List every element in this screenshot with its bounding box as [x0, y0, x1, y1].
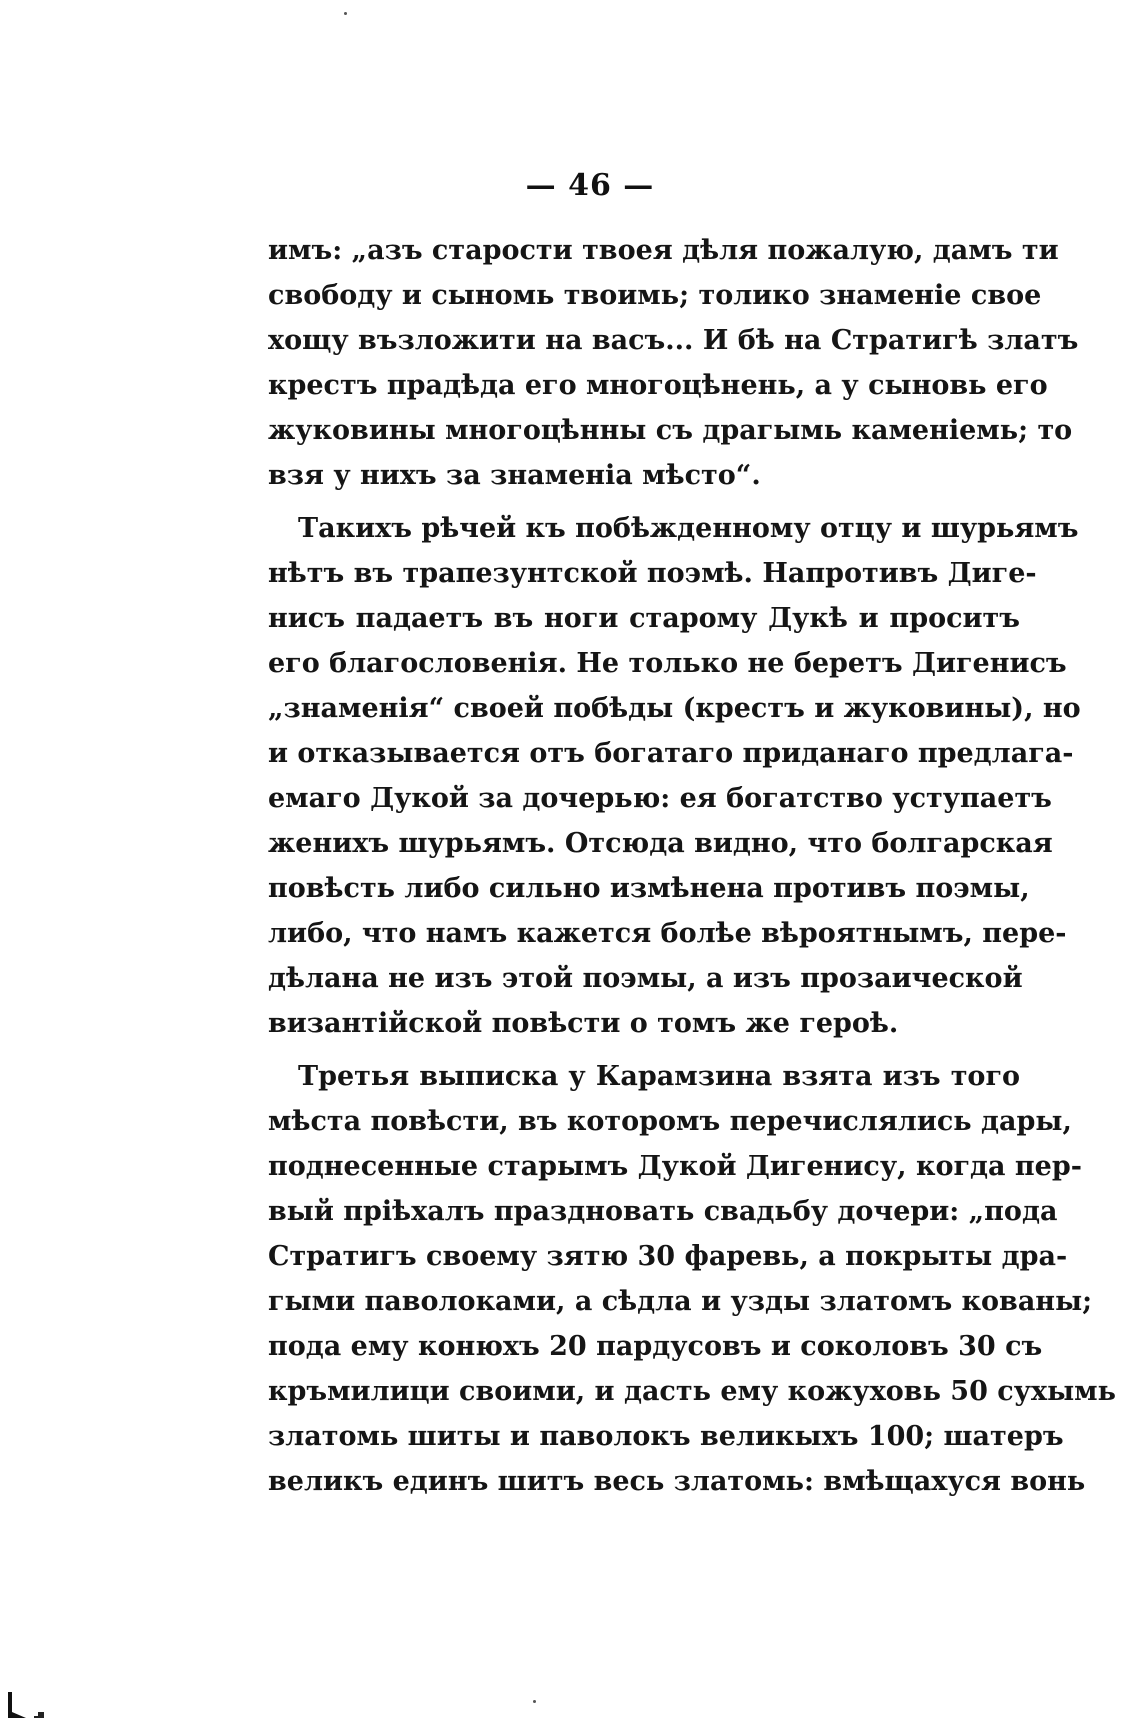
- text-line: гыми паволоками, а сѣдла и узды златомъ кованы;: [268, 1286, 1093, 1317]
- text-line: византійской повѣсти о томъ же героѣ.: [268, 1008, 899, 1039]
- text-line: крестъ прадѣда его многоцѣнень, а у сыновь его: [268, 370, 1048, 401]
- text-line: либо, что намъ кажется болѣе вѣроятнымъ, пере-: [268, 918, 1067, 949]
- text-line: жуковины многоцѣнны съ драгымь каменіемь; то: [268, 415, 1073, 446]
- text-line: свободу и сыномь твоимь; толико знаменіе свое: [268, 280, 1042, 311]
- paragraph-2: [268, 506, 1081, 1046]
- text-line: Такихъ рѣчей къ побѣжденному отцу и шурьямъ: [298, 513, 1079, 544]
- text-line: Третья выписка у Карамзина взята изъ того: [298, 1061, 1020, 1092]
- scan-speck: [533, 1700, 536, 1703]
- scan-corner-mark: [4, 1690, 50, 1720]
- text-line: повѣсть либо сильно измѣнена противъ поэмы,: [268, 873, 1030, 904]
- text-line: нисъ падаетъ въ ноги старому Дукѣ и проситъ: [268, 603, 1020, 634]
- text-line: поднесенные старымъ Дукой Дигенису, когда пер-: [268, 1151, 1082, 1182]
- text-line: имъ: „азъ старости твоея дѣля пожалую, дамъ ти: [268, 235, 1059, 266]
- text-line: великъ единъ шитъ весь златомь: вмѣщахуся вонь: [268, 1466, 1086, 1497]
- text-line: и отказывается отъ богатаго приданаго предлага-: [268, 738, 1074, 769]
- text-line: женихъ шурьямъ. Отсюда видно, что болгарская: [268, 828, 1053, 859]
- paragraph-1: [268, 228, 1079, 498]
- text-line: мѣста повѣсти, въ которомъ перечислялись дары,: [268, 1106, 1072, 1137]
- text-line: Стратигъ своему зятю 30 фаревь, а покрыты дра-: [268, 1241, 1068, 1272]
- text-line: кръмилици своими, и дасть ему кожуховь 50 сухымь: [268, 1376, 1116, 1407]
- text-line: хощу възложити на васъ... И бѣ на Стратигѣ златъ: [268, 325, 1079, 356]
- paragraph-3: [268, 1054, 1116, 1504]
- page-number: — 46 —: [525, 168, 655, 203]
- text-line: его благословенія. Не только не беретъ Дигенисъ: [268, 648, 1067, 679]
- text-line: нѣтъ въ трапезунтской поэмѣ. Напротивъ Диге-: [268, 558, 1037, 589]
- scan-speck: [344, 12, 347, 15]
- text-line: „знаменія“ своей побѣды (крестъ и жуковины), но: [268, 693, 1081, 724]
- text-line: дѣлана не изъ этой поэмы, а изъ прозаической: [268, 963, 1023, 994]
- text-line: взя у нихъ за знаменіа мѣсто“.: [268, 460, 761, 491]
- body-text: [268, 228, 1116, 1512]
- text-line: вый пріѣхалъ праздновать свадьбу дочери: „пода: [268, 1196, 1058, 1227]
- text-line: златомь шиты и паволокъ великыхъ 100; шатеръ: [268, 1421, 1064, 1452]
- text-line: емаго Дукой за дочерью: ея богатство уступаетъ: [268, 783, 1052, 814]
- text-line: пода ему конюхъ 20 пардусовъ и соколовъ 30 съ: [268, 1331, 1043, 1362]
